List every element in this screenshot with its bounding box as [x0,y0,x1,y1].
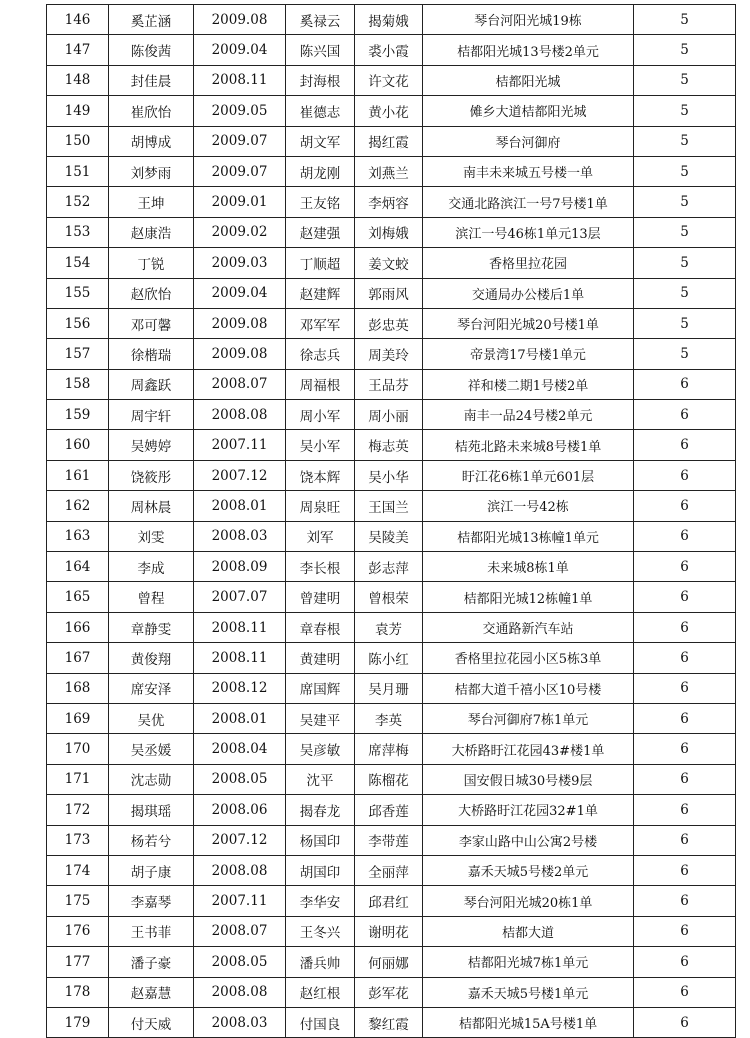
student-name-cell: 揭琪瑶 [109,795,194,825]
mother-name-cell: 李带莲 [355,825,423,855]
row-number-cell: 163 [47,521,109,551]
father-name-cell: 邓军军 [286,308,355,338]
father-name-cell: 吴建平 [286,703,355,733]
student-name-cell: 王书菲 [109,916,194,946]
row-number-cell: 155 [47,278,109,308]
mother-name-cell: 王品芬 [355,369,423,399]
mother-name-cell: 彭忠英 [355,308,423,338]
student-name-cell: 吴优 [109,703,194,733]
home-address-cell: 滨江一号42栋 [423,491,634,521]
grade-cell: 6 [634,1007,736,1037]
student-name-cell: 王坤 [109,187,194,217]
table-row [47,582,736,612]
student-name-cell: 陈俊茜 [109,35,194,65]
row-number-cell: 157 [47,339,109,369]
grade-cell: 6 [634,795,736,825]
home-address-cell: 傩乡大道桔都阳光城 [423,96,634,126]
home-address-cell: 香格里拉花园 [423,248,634,278]
home-address-cell: 南丰一品24号楼2单元 [423,400,634,430]
grade-cell: 6 [634,886,736,916]
grade-cell: 5 [634,278,736,308]
row-number-cell: 153 [47,217,109,247]
father-name-cell: 席国辉 [286,673,355,703]
home-address-cell: 琴台河阳光城20栋1单 [423,886,634,916]
birth-date-cell: 2009.07 [194,126,286,156]
row-number-cell: 158 [47,369,109,399]
row-number-cell: 176 [47,916,109,946]
home-address-cell: 桔都阳光城7栋1单元 [423,947,634,977]
mother-name-cell: 揭菊娥 [355,5,423,35]
birth-date-cell: 2008.08 [194,977,286,1007]
student-name-cell: 饶筱彤 [109,460,194,490]
student-name-cell: 封佳晨 [109,65,194,95]
mother-name-cell: 吴小华 [355,460,423,490]
father-name-cell: 吴小军 [286,430,355,460]
grade-cell: 6 [634,643,736,673]
grade-cell: 6 [634,916,736,946]
father-name-cell: 王友铭 [286,187,355,217]
table-row [47,217,736,247]
row-number-cell: 172 [47,795,109,825]
father-name-cell: 胡国印 [286,855,355,885]
father-name-cell: 周福根 [286,369,355,399]
home-address-cell: 国安假日城30号楼9层 [423,764,634,794]
table-row [47,187,736,217]
grade-cell: 6 [634,369,736,399]
home-address-cell: 大桥路盱江花园32#1单 [423,795,634,825]
birth-date-cell: 2007.11 [194,886,286,916]
student-name-cell: 胡子康 [109,855,194,885]
student-name-cell: 吴娉婷 [109,430,194,460]
home-address-cell: 滨江一号46栋1单元13层 [423,217,634,247]
birth-date-cell: 2007.11 [194,430,286,460]
mother-name-cell: 揭红霞 [355,126,423,156]
birth-date-cell: 2008.11 [194,643,286,673]
table-row [47,977,736,1007]
grade-cell: 5 [634,187,736,217]
row-number-cell: 151 [47,156,109,186]
student-name-cell: 吴丞媛 [109,734,194,764]
home-address-cell: 桔都阳光城13号楼2单元 [423,35,634,65]
student-name-cell: 邓可馨 [109,308,194,338]
birth-date-cell: 2007.07 [194,582,286,612]
grade-cell: 6 [634,491,736,521]
table-row [47,795,736,825]
home-address-cell: 桔都阳光城12栋幢1单 [423,582,634,612]
mother-name-cell: 梅志英 [355,430,423,460]
grade-cell: 6 [634,552,736,582]
birth-date-cell: 2008.12 [194,673,286,703]
father-name-cell: 李长根 [286,552,355,582]
grade-cell: 6 [634,855,736,885]
grade-cell: 6 [634,734,736,764]
home-address-cell: 盱江花6栋1单元601层 [423,460,634,490]
row-number-cell: 161 [47,460,109,490]
father-name-cell: 王冬兴 [286,916,355,946]
father-name-cell: 赵建强 [286,217,355,247]
student-name-cell: 章静雯 [109,612,194,642]
table-row [47,248,736,278]
table-row [47,886,736,916]
table-row [47,308,736,338]
grade-cell: 5 [634,248,736,278]
mother-name-cell: 袁芳 [355,612,423,642]
birth-date-cell: 2009.08 [194,5,286,35]
student-name-cell: 周鑫跃 [109,369,194,399]
mother-name-cell: 曾根荣 [355,582,423,612]
father-name-cell: 赵红根 [286,977,355,1007]
birth-date-cell: 2009.07 [194,156,286,186]
table-row [47,947,736,977]
student-name-cell: 刘雯 [109,521,194,551]
birth-date-cell: 2008.09 [194,552,286,582]
row-number-cell: 177 [47,947,109,977]
table-row [47,430,736,460]
mother-name-cell: 裘小霞 [355,35,423,65]
table-row [47,643,736,673]
birth-date-cell: 2008.03 [194,1007,286,1037]
table-row [47,612,736,642]
birth-date-cell: 2009.01 [194,187,286,217]
student-name-cell: 潘子豪 [109,947,194,977]
mother-name-cell: 彭志萍 [355,552,423,582]
home-address-cell: 交通局办公楼后1单 [423,278,634,308]
father-name-cell: 封海根 [286,65,355,95]
father-name-cell: 崔德志 [286,96,355,126]
student-name-cell: 杨若兮 [109,825,194,855]
student-name-cell: 赵欣怡 [109,278,194,308]
father-name-cell: 吴彦敏 [286,734,355,764]
student-name-cell: 沈志勋 [109,764,194,794]
birth-date-cell: 2007.12 [194,460,286,490]
table-row [47,703,736,733]
student-name-cell: 奚芷涵 [109,5,194,35]
grade-cell: 5 [634,35,736,65]
row-number-cell: 147 [47,35,109,65]
mother-name-cell: 谢明花 [355,916,423,946]
table-row [47,855,736,885]
mother-name-cell: 王国兰 [355,491,423,521]
student-name-cell: 李嘉琴 [109,886,194,916]
father-name-cell: 章春根 [286,612,355,642]
grade-cell: 6 [634,430,736,460]
father-name-cell: 揭春龙 [286,795,355,825]
mother-name-cell: 邱香莲 [355,795,423,825]
home-address-cell: 大桥路盱江花园43#楼1单 [423,734,634,764]
mother-name-cell: 邱君红 [355,886,423,916]
table-row [47,460,736,490]
home-address-cell: 桔都大道千禧小区10号楼 [423,673,634,703]
row-number-cell: 149 [47,96,109,126]
mother-name-cell: 彭军花 [355,977,423,1007]
birth-date-cell: 2008.07 [194,916,286,946]
home-address-cell: 交通路新汽车站 [423,612,634,642]
birth-date-cell: 2009.08 [194,339,286,369]
table-row [47,400,736,430]
grade-cell: 5 [634,308,736,338]
row-number-cell: 156 [47,308,109,338]
mother-name-cell: 李英 [355,703,423,733]
student-name-cell: 席安泽 [109,673,194,703]
row-number-cell: 178 [47,977,109,1007]
grade-cell: 5 [634,5,736,35]
father-name-cell: 黄建明 [286,643,355,673]
row-number-cell: 171 [47,764,109,794]
birth-date-cell: 2008.11 [194,612,286,642]
student-name-cell: 赵嘉慧 [109,977,194,1007]
row-number-cell: 165 [47,582,109,612]
grade-cell: 6 [634,400,736,430]
home-address-cell: 嘉禾天城5号楼1单元 [423,977,634,1007]
birth-date-cell: 2009.08 [194,308,286,338]
row-number-cell: 148 [47,65,109,95]
mother-name-cell: 陈小红 [355,643,423,673]
grade-cell: 6 [634,612,736,642]
row-number-cell: 154 [47,248,109,278]
birth-date-cell: 2009.04 [194,35,286,65]
row-number-cell: 160 [47,430,109,460]
grade-cell: 6 [634,582,736,612]
father-name-cell: 胡文军 [286,126,355,156]
birth-date-cell: 2008.05 [194,764,286,794]
grade-cell: 6 [634,825,736,855]
table-row [47,673,736,703]
grade-cell: 6 [634,764,736,794]
home-address-cell: 桔都阳光城15A号楼1单 [423,1007,634,1037]
father-name-cell: 奚禄云 [286,5,355,35]
father-name-cell: 胡龙刚 [286,156,355,186]
student-name-cell: 徐楷瑞 [109,339,194,369]
table-row [47,156,736,186]
mother-name-cell: 许文花 [355,65,423,95]
home-address-cell: 未来城8栋1单 [423,552,634,582]
mother-name-cell: 何丽娜 [355,947,423,977]
grade-cell: 5 [634,126,736,156]
table-row [47,764,736,794]
home-address-cell: 祥和楼二期1号楼2单 [423,369,634,399]
birth-date-cell: 2007.12 [194,825,286,855]
birth-date-cell: 2008.01 [194,703,286,733]
mother-name-cell: 吴陵美 [355,521,423,551]
row-number-cell: 175 [47,886,109,916]
birth-date-cell: 2008.06 [194,795,286,825]
student-name-cell: 周宇轩 [109,400,194,430]
home-address-cell: 琴台河阳光城19栋 [423,5,634,35]
grade-cell: 5 [634,156,736,186]
father-name-cell: 周泉旺 [286,491,355,521]
mother-name-cell: 刘燕兰 [355,156,423,186]
father-name-cell: 饶本辉 [286,460,355,490]
table-row [47,1007,736,1037]
birth-date-cell: 2008.01 [194,491,286,521]
row-number-cell: 146 [47,5,109,35]
table-row [47,916,736,946]
student-name-cell: 崔欣怡 [109,96,194,126]
home-address-cell: 桔都大道 [423,916,634,946]
birth-date-cell: 2009.03 [194,248,286,278]
home-address-cell: 琴台河御府7栋1单元 [423,703,634,733]
father-name-cell: 徐志兵 [286,339,355,369]
grade-cell: 5 [634,339,736,369]
home-address-cell: 帝景湾17号楼1单元 [423,339,634,369]
table-row [47,35,736,65]
grade-cell: 6 [634,703,736,733]
row-number-cell: 152 [47,187,109,217]
father-name-cell: 刘军 [286,521,355,551]
table-row [47,521,736,551]
father-name-cell: 付国良 [286,1007,355,1037]
father-name-cell: 赵建辉 [286,278,355,308]
mother-name-cell: 郭雨风 [355,278,423,308]
table-row [47,126,736,156]
birth-date-cell: 2008.03 [194,521,286,551]
row-number-cell: 170 [47,734,109,764]
home-address-cell: 桔苑北路未来城8号楼1单 [423,430,634,460]
row-number-cell: 169 [47,703,109,733]
row-number-cell: 179 [47,1007,109,1037]
student-name-cell: 胡博成 [109,126,194,156]
row-number-cell: 167 [47,643,109,673]
home-address-cell: 桔都阳光城13栋幢1单元 [423,521,634,551]
home-address-cell: 嘉禾天城5号楼2单元 [423,855,634,885]
student-name-cell: 刘梦雨 [109,156,194,186]
student-name-cell: 付天威 [109,1007,194,1037]
father-name-cell: 周小军 [286,400,355,430]
grade-cell: 5 [634,65,736,95]
table-row [47,65,736,95]
row-number-cell: 173 [47,825,109,855]
grade-cell: 6 [634,521,736,551]
mother-name-cell: 周小丽 [355,400,423,430]
table-row [47,734,736,764]
grade-cell: 6 [634,947,736,977]
table-row [47,552,736,582]
birth-date-cell: 2009.02 [194,217,286,247]
table-row [47,96,736,126]
birth-date-cell: 2008.11 [194,65,286,95]
father-name-cell: 杨国印 [286,825,355,855]
home-address-cell: 交通北路滨江一号7号楼1单 [423,187,634,217]
birth-date-cell: 2008.05 [194,947,286,977]
row-number-cell: 162 [47,491,109,521]
father-name-cell: 沈平 [286,764,355,794]
row-number-cell: 159 [47,400,109,430]
grade-cell: 5 [634,96,736,126]
grade-cell: 5 [634,217,736,247]
grade-cell: 6 [634,460,736,490]
mother-name-cell: 姜文蛟 [355,248,423,278]
row-number-cell: 166 [47,612,109,642]
mother-name-cell: 周美玲 [355,339,423,369]
father-name-cell: 陈兴国 [286,35,355,65]
table-row [47,369,736,399]
student-name-cell: 黄俊翔 [109,643,194,673]
mother-name-cell: 吴月珊 [355,673,423,703]
home-address-cell: 李家山路中山公寓2号楼 [423,825,634,855]
student-name-cell: 李成 [109,552,194,582]
birth-date-cell: 2008.07 [194,369,286,399]
birth-date-cell: 2008.08 [194,855,286,885]
table-row [47,339,736,369]
mother-name-cell: 陈榴花 [355,764,423,794]
mother-name-cell: 全丽萍 [355,855,423,885]
birth-date-cell: 2009.04 [194,278,286,308]
row-number-cell: 164 [47,552,109,582]
home-address-cell: 桔都阳光城 [423,65,634,95]
student-name-cell: 丁锐 [109,248,194,278]
student-name-cell: 周林晨 [109,491,194,521]
home-address-cell: 香格里拉花园小区5栋3单 [423,643,634,673]
mother-name-cell: 黎红霞 [355,1007,423,1037]
student-table [46,4,736,1038]
grade-cell: 6 [634,673,736,703]
table-row [47,491,736,521]
table-row [47,278,736,308]
birth-date-cell: 2008.08 [194,400,286,430]
home-address-cell: 琴台河阳光城20号楼1单 [423,308,634,338]
father-name-cell: 曾建明 [286,582,355,612]
father-name-cell: 丁顺超 [286,248,355,278]
mother-name-cell: 黄小花 [355,96,423,126]
birth-date-cell: 2009.05 [194,96,286,126]
father-name-cell: 李华安 [286,886,355,916]
row-number-cell: 168 [47,673,109,703]
student-name-cell: 赵康浩 [109,217,194,247]
student-name-cell: 曾程 [109,582,194,612]
table-row [47,5,736,35]
home-address-cell: 南丰未来城五号楼一单 [423,156,634,186]
mother-name-cell: 李炳容 [355,187,423,217]
home-address-cell: 琴台河御府 [423,126,634,156]
father-name-cell: 潘兵帅 [286,947,355,977]
row-number-cell: 174 [47,855,109,885]
table-row [47,825,736,855]
mother-name-cell: 席萍梅 [355,734,423,764]
grade-cell: 6 [634,977,736,1007]
birth-date-cell: 2008.04 [194,734,286,764]
row-number-cell: 150 [47,126,109,156]
mother-name-cell: 刘梅娥 [355,217,423,247]
